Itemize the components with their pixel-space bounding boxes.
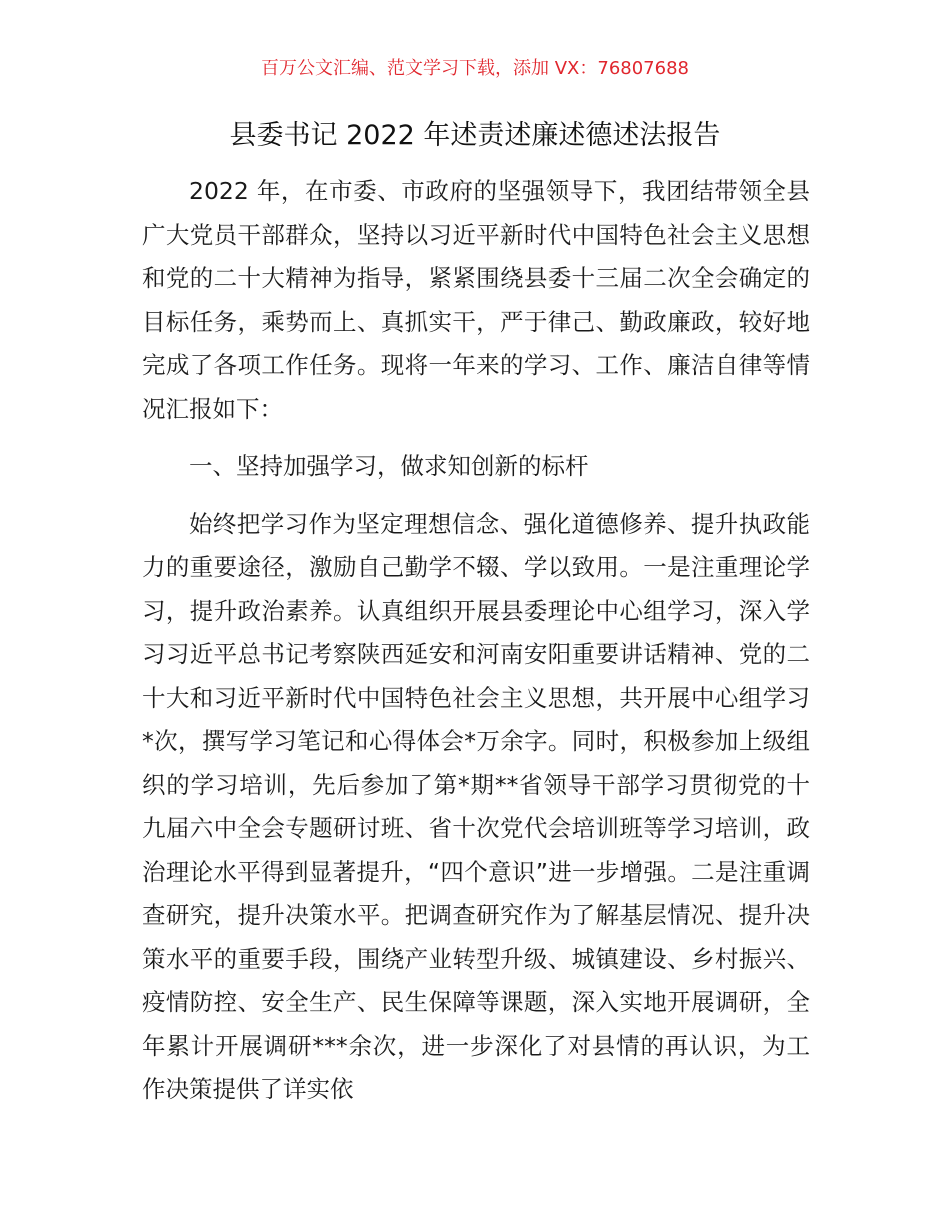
- section-heading: 一、坚持加强学习，做求知创新的标杆: [189, 452, 589, 480]
- watermark-header: 百万公文汇编、范文学习下载，添加 VX：76807688: [261, 58, 689, 79]
- document-title: 县委书记 2022 年述责述廉述德述法报告: [229, 120, 721, 151]
- section-paragraph: 始终把学习作为坚定理想信念、强化道德修养、提升执政能力的重要途径，激励自己勤学不辍、学以致用。一是注重理论学习，提升政治素养。认真组织开展县委理论中心组学习，深入学习习近平总书记考察陕西延安和河南安阳重要讲话精神、党的二十大和习近平新时代中国特色社会主义思想，共开展中心组学习*次，撰写学习笔记和心得体会*万余字。同时，积极参加上级组织的学习培训，先后参加了第*期**省领导干部学习贯彻党的十九届六中全会专题研讨班、省十次党代会培训班等学习培训，政治理论水平得到显著提升，“四个意识”进一步增强。二是注重调查研究，提升决策水平。把调查研究作为了解基层情况、提升决策水平的重要手段，围绕产业转型升级、城镇建设、乡村振兴、疫情防控、安全生产、民生保障等课题，深入实地开展调研，全年累计开展调研***余次，进一步深化了对县情的再认识，为工作决策提供了详实依: [142, 509, 810, 1103]
- document-body: [142, 170, 810, 1112]
- intro-paragraph: 2022 年，在市委、市政府的坚强领导下，我团结带领全县广大党员干部群众，坚持以习近平新时代中国特色社会主义思想和党的二十大精神为指导，紧紧围绕县委十三届二次全会确定的目标任务，乘势而上、真抓实干，严于律己、勤政廉政，较好地完成了各项工作任务。现将一年来的学习、工作、廉洁自律等情况汇报如下：: [142, 177, 810, 423]
